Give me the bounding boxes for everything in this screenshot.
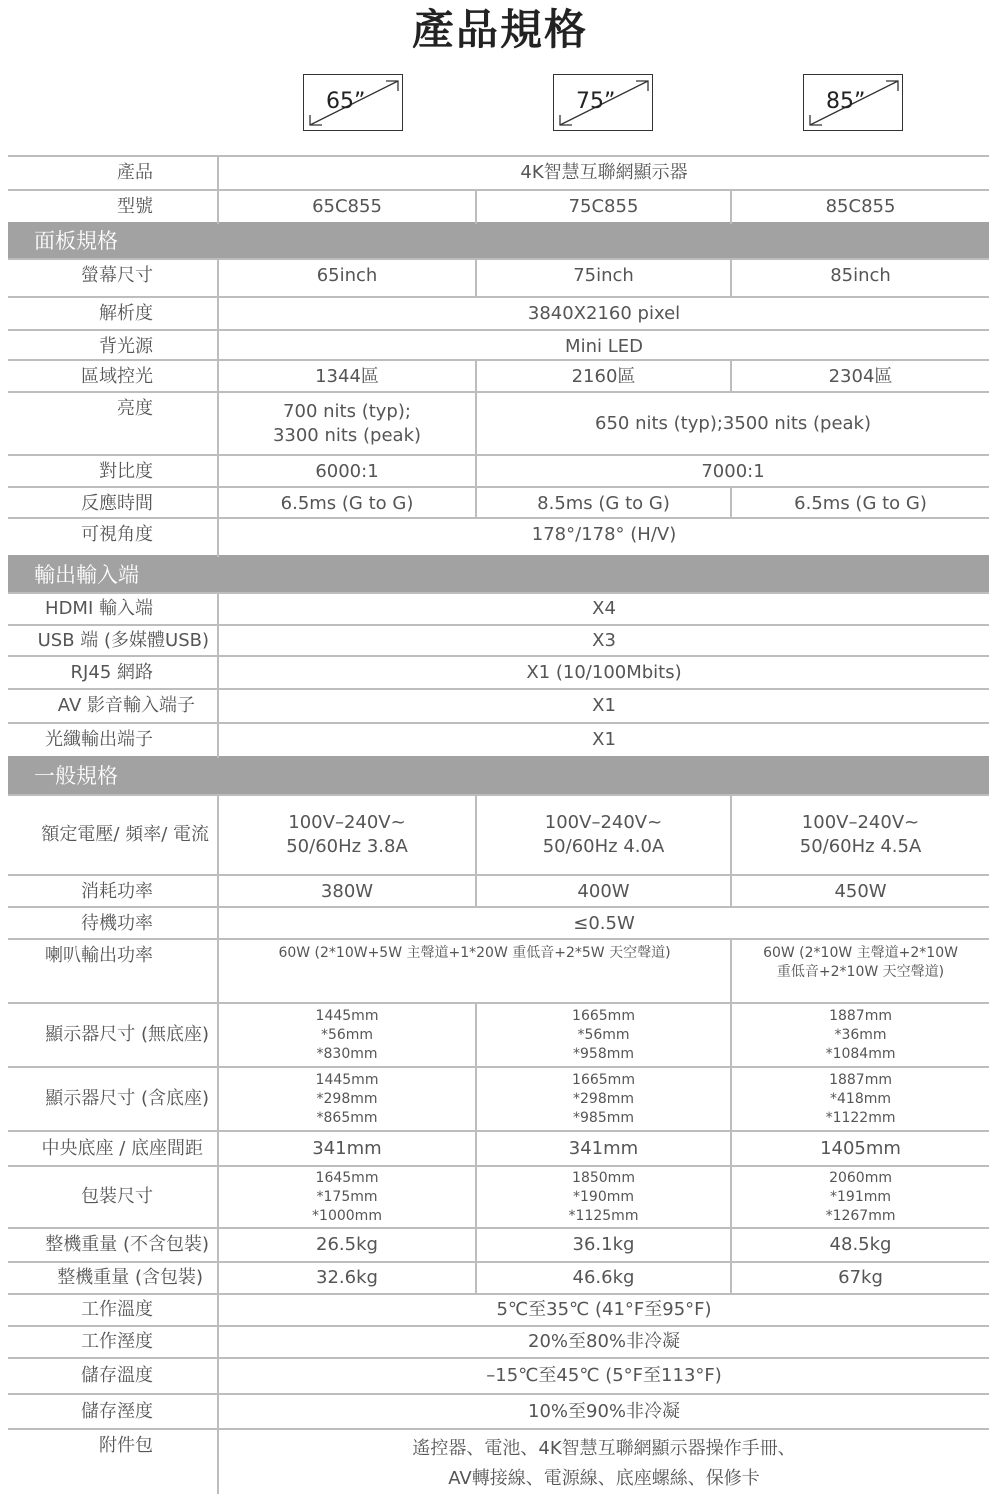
section-title: 面板規格	[8, 223, 989, 259]
cell-value	[731, 1067, 989, 1131]
cell-value	[218, 795, 476, 875]
cell-value: 4K智慧互聯網顯示器	[218, 156, 989, 190]
cell-value: 32.6kg	[218, 1262, 476, 1294]
cell-value	[476, 795, 731, 875]
cell-value: 65C855	[218, 190, 476, 223]
cell-value: 178°/178° (H/V)	[218, 518, 989, 556]
cell-line: 1850mm	[572, 1169, 635, 1186]
table-row	[8, 907, 989, 939]
cell-line: *175mm	[316, 1188, 378, 1205]
cell-value: 1344區	[218, 360, 476, 392]
row-label: 儲存溫度	[8, 1358, 218, 1394]
cell-value: 7000:1	[476, 455, 989, 487]
cell-value: 75C855	[476, 190, 731, 223]
row-label: 顯示器尺寸 (含底座)	[8, 1067, 218, 1131]
size-badge-65	[303, 74, 403, 131]
cell-value: 65inch	[218, 259, 476, 297]
table-row	[8, 190, 989, 223]
cell-value: ≤0.5W	[218, 907, 989, 939]
cell-line: *298mm	[316, 1090, 378, 1107]
cell-line: *418mm	[830, 1090, 892, 1107]
cell-line: *830mm	[316, 1045, 378, 1062]
cell-value	[218, 1067, 476, 1131]
table-row	[8, 939, 989, 1003]
spec-table	[8, 155, 989, 1494]
cell-line: 1665mm	[572, 1071, 635, 1088]
cell-value: X1	[218, 689, 989, 723]
row-label: USB 端 (多媒體USB)	[8, 625, 218, 656]
cell-line: *985mm	[573, 1109, 634, 1126]
size-label: 65”	[326, 89, 366, 114]
cell-line: 1445mm	[315, 1071, 379, 1088]
page-title: 產品規格	[411, 5, 588, 54]
section-header	[8, 556, 989, 593]
row-label: RJ45 網路	[8, 656, 218, 689]
row-label: 喇叭輸出功率	[8, 939, 218, 1003]
cell-value	[218, 392, 476, 455]
cell-line: 700 nits (typ);	[283, 400, 411, 422]
cell-value: 400W	[476, 875, 731, 907]
cell-value: 48.5kg	[731, 1228, 989, 1262]
row-label: 工作溫度	[8, 1294, 218, 1326]
cell-value	[476, 1067, 731, 1131]
table-row	[8, 875, 989, 907]
cell-line: 3300 nits (peak)	[272, 424, 422, 446]
table-row	[8, 1131, 989, 1166]
cell-value: X3	[218, 625, 989, 656]
cell-value: 2160區	[476, 360, 731, 392]
cell-line: *36mm	[834, 1026, 887, 1043]
cell-value	[218, 1429, 989, 1494]
row-label: 工作溼度	[8, 1326, 218, 1358]
cell-line: *298mm	[573, 1090, 634, 1107]
cell-value: 380W	[218, 875, 476, 907]
cell-value: 85C855	[731, 190, 989, 223]
table-row	[8, 795, 989, 875]
table-row	[8, 1358, 989, 1394]
cell-value: 85inch	[731, 259, 989, 297]
cell-line: 1887mm	[829, 1071, 892, 1088]
cell-value: 3840X2160 pixel	[218, 297, 989, 330]
section-header	[8, 757, 989, 795]
cell-value	[731, 795, 989, 875]
row-label: 產品	[8, 156, 218, 190]
table-row	[8, 1067, 989, 1131]
table-row	[8, 1003, 989, 1067]
table-row	[8, 723, 989, 757]
table-row	[8, 593, 989, 625]
cell-value: 6.5ms (G to G)	[218, 487, 476, 518]
table-row	[8, 1166, 989, 1228]
row-label: 顯示器尺寸 (無底座)	[8, 1003, 218, 1067]
cell-value: 6000:1	[218, 455, 476, 487]
cell-line: 1645mm	[315, 1169, 379, 1186]
cell-value: 6.5ms (G to G)	[731, 487, 989, 518]
row-label: 附件包	[8, 1429, 218, 1494]
cell-value	[218, 1003, 476, 1067]
row-label: 解析度	[8, 297, 218, 330]
row-label: 儲存溼度	[8, 1394, 218, 1429]
size-label: 85”	[826, 89, 866, 114]
table-row	[8, 1394, 989, 1429]
cell-line: 2060mm	[829, 1169, 892, 1186]
cell-line: *1000mm	[312, 1207, 382, 1224]
table-row	[8, 625, 989, 656]
table-row	[8, 360, 989, 392]
size-badge-85	[803, 74, 903, 131]
cell-line: *1084mm	[825, 1045, 896, 1062]
table-row	[8, 487, 989, 518]
table-row	[8, 518, 989, 556]
cell-value: 450W	[731, 875, 989, 907]
table-row	[8, 1262, 989, 1294]
cell-value: 60W (2*10W+5W 主聲道+1*20W 重低音+2*5W 天空聲道)	[218, 939, 731, 1003]
cell-value: 650 nits (typ);3500 nits (peak)	[476, 392, 989, 455]
cell-line: 60W (2*10W 主聲道+2*10W	[763, 945, 958, 961]
cell-line: 1445mm	[315, 1007, 379, 1024]
cell-line: 100V–240V~	[801, 812, 920, 833]
row-label: 亮度	[8, 392, 218, 455]
table-row	[8, 392, 989, 455]
cell-value: Mini LED	[218, 330, 989, 360]
cell-line: *190mm	[573, 1188, 634, 1205]
table-row	[8, 1429, 989, 1494]
row-label: 可視角度	[8, 518, 218, 556]
table-row	[8, 455, 989, 487]
cell-value: 8.5ms (G to G)	[476, 487, 731, 518]
cell-value: X1 (10/100Mbits)	[218, 656, 989, 689]
cell-line: *1122mm	[825, 1109, 896, 1126]
cell-line: *958mm	[573, 1045, 634, 1062]
row-label: 整機重量 (含包裝)	[8, 1262, 218, 1294]
cell-line: *865mm	[316, 1109, 378, 1126]
row-label: 光纖輸出端子	[8, 723, 218, 757]
table-row	[8, 259, 989, 297]
cell-value	[731, 1166, 989, 1228]
cell-line: 100V–240V~	[288, 812, 406, 833]
row-label: 中央底座 / 底座間距	[8, 1131, 218, 1166]
section-header	[8, 223, 989, 259]
row-label: HDMI 輸入端	[8, 593, 218, 625]
cell-line: 50/60Hz 3.8A	[286, 836, 408, 857]
cell-line: 遙控器、電池、4K智慧互聯網顯示器操作手冊、	[412, 1438, 796, 1459]
table-row	[8, 689, 989, 723]
table-row	[8, 1326, 989, 1358]
cell-line: *1267mm	[825, 1207, 896, 1224]
cell-value: 341mm	[218, 1131, 476, 1166]
cell-value	[476, 1166, 731, 1228]
cell-value: 5℃至35℃ (41°F至95°F)	[218, 1294, 989, 1326]
cell-line: 重低音+2*10W 天空聲道)	[776, 964, 945, 980]
cell-value: 341mm	[476, 1131, 731, 1166]
cell-line: 50/60Hz 4.5A	[799, 836, 922, 857]
table-row	[8, 1228, 989, 1262]
cell-line: *191mm	[830, 1188, 892, 1205]
cell-line: 1887mm	[829, 1007, 892, 1024]
section-title: 一般規格	[8, 757, 989, 795]
cell-value: 36.1kg	[476, 1228, 731, 1262]
cell-value	[218, 1166, 476, 1228]
cell-value	[731, 939, 989, 1003]
cell-line: 100V–240V~	[544, 812, 663, 833]
row-label: 消耗功率	[8, 875, 218, 907]
cell-value: 2304區	[731, 360, 989, 392]
row-label: 螢幕尺寸	[8, 259, 218, 297]
cell-line: *56mm	[320, 1026, 374, 1043]
row-label: 待機功率	[8, 907, 218, 939]
cell-value: 26.5kg	[218, 1228, 476, 1262]
cell-value: X1	[218, 723, 989, 757]
table-row	[8, 1294, 989, 1326]
cell-value: –15℃至45℃ (5°F至113°F)	[218, 1358, 989, 1394]
cell-line: AV轉接線、電源線、底座螺絲、保修卡	[448, 1468, 760, 1489]
row-label: 對比度	[8, 455, 218, 487]
cell-value	[731, 1003, 989, 1067]
row-label: 區域控光	[8, 360, 218, 392]
row-label: 額定電壓/ 頻率/ 電流	[8, 795, 218, 875]
cell-line: 50/60Hz 4.0A	[542, 836, 665, 857]
cell-value: 20%至80%非冷凝	[218, 1326, 989, 1358]
table-row	[8, 330, 989, 360]
cell-line: 1665mm	[572, 1007, 635, 1024]
cell-value: X4	[218, 593, 989, 625]
row-label: AV 影音輸入端子	[8, 689, 218, 723]
size-badge-75	[553, 74, 653, 131]
row-label: 型號	[8, 190, 218, 223]
row-label: 整機重量 (不含包裝)	[8, 1228, 218, 1262]
row-label: 背光源	[8, 330, 218, 360]
row-label: 包裝尺寸	[8, 1166, 218, 1228]
table-row	[8, 656, 989, 689]
cell-value: 67kg	[731, 1262, 989, 1294]
cell-value: 46.6kg	[476, 1262, 731, 1294]
cell-value: 1405mm	[731, 1131, 989, 1166]
cell-value: 75inch	[476, 259, 731, 297]
row-label: 反應時間	[8, 487, 218, 518]
cell-value: 10%至90%非冷凝	[218, 1394, 989, 1429]
table-row	[8, 297, 989, 330]
cell-line: *56mm	[577, 1026, 630, 1043]
cell-line: *1125mm	[568, 1207, 639, 1224]
cell-value	[476, 1003, 731, 1067]
section-title: 輸出輸入端	[8, 556, 989, 593]
size-label: 75”	[576, 89, 616, 114]
table-row	[8, 156, 989, 190]
